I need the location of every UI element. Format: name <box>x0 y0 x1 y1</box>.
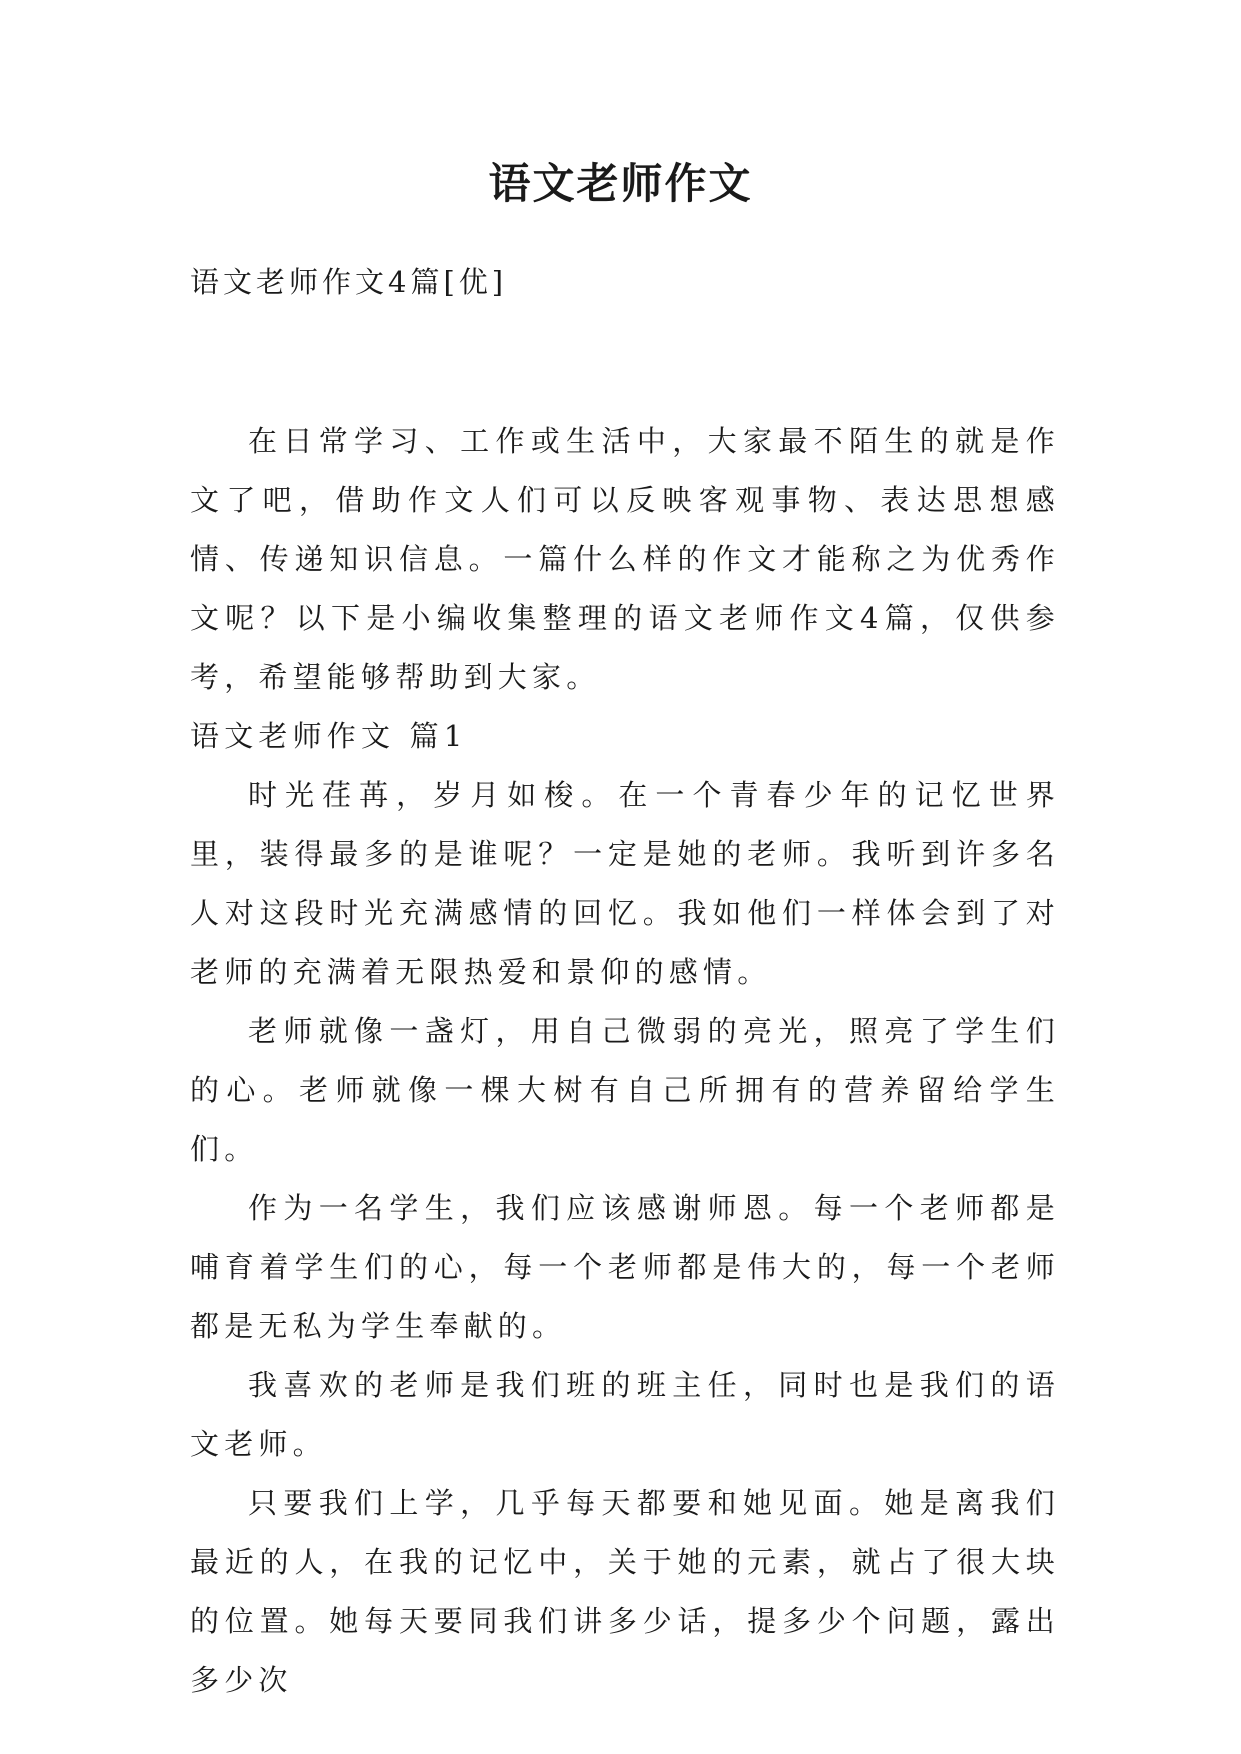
document-subtitle: 语文老师作文4篇[优] <box>190 265 508 299</box>
section-heading: 语文老师作文 篇1 <box>190 719 468 753</box>
body-paragraph: 时光荏苒，岁月如梭。在一个青春少年的记忆世界里，装得最多的是谁呢？一定是她的老师。我听到许多名人对这段时光充满感情的回忆。我如他们一样体会到了对老师的充满着无限热爱和景仰的感情。 <box>190 778 1060 989</box>
body-paragraph: 作为一名学生，我们应该感谢师恩。每一个老师都是哺育着学生们的心，每一个老师都是伟大的，每一个老师都是无私为学生奉献的。 <box>190 1191 1060 1343</box>
intro-paragraph: 在日常学习、工作或生活中，大家最不陌生的就是作文了吧，借助作文人们可以反映客观事物、表达思想感情、传递知识信息。一篇什么样的作文才能称之为优秀作文呢？以下是小编收集整理的语文老师作文4篇，仅供参考，希望能够帮助到大家。 <box>190 424 1060 694</box>
document-title: 语文老师作文 <box>488 159 753 208</box>
body-paragraph: 我喜欢的老师是我们班的班主任，同时也是我们的语文老师。 <box>190 1368 1060 1461</box>
body-paragraph: 只要我们上学，几乎每天都要和她见面。她是离我们最近的人，在我的记忆中，关于她的元素，就占了很大块的位置。她每天要同我们讲多少话，提多少个问题，露出多少次 <box>190 1486 1060 1697</box>
document-body <box>190 412 1060 1710</box>
body-paragraph: 老师就像一盏灯，用自己微弱的亮光，照亮了学生们的心。老师就像一棵大树有自己所拥有的营养留给学生们。 <box>190 1014 1060 1166</box>
